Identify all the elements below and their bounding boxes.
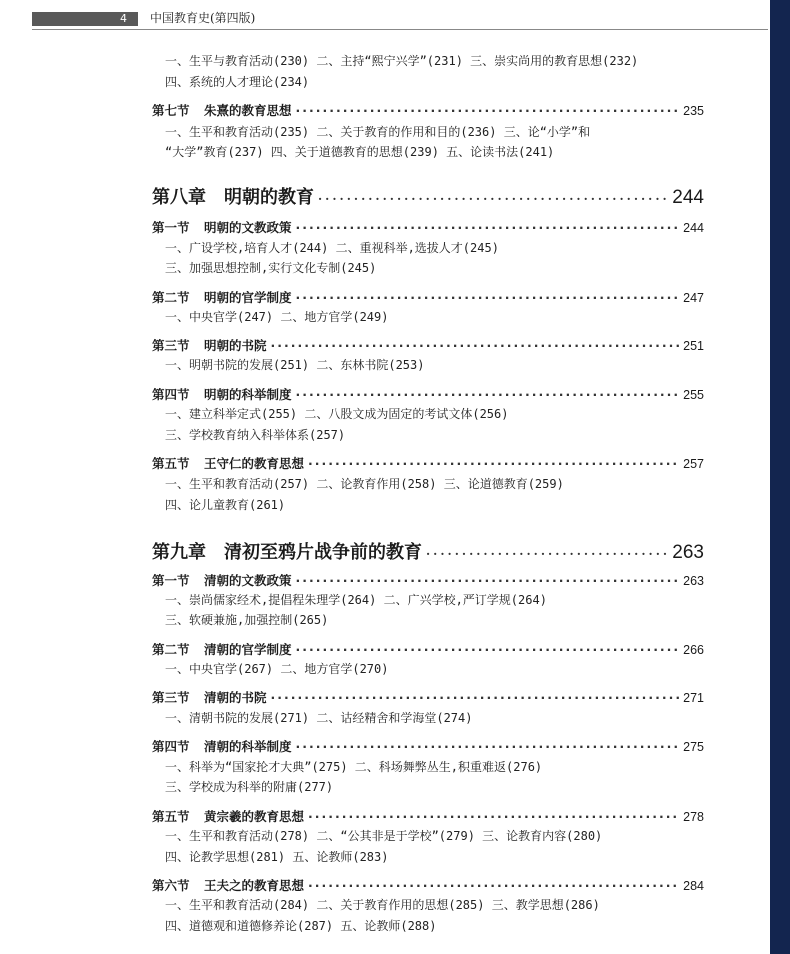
- section-page: 257: [683, 457, 704, 471]
- section-title: 明朝的文教政策: [204, 220, 292, 235]
- toc-section[interactable]: [152, 336, 704, 354]
- section-title: 黄宗羲的教育思想: [204, 809, 305, 824]
- dot-leader: [296, 103, 680, 118]
- toc-subitems: 三、软硬兼施,加强控制(265): [165, 613, 329, 627]
- toc-subitems: 一、生平和教育活动(235) 二、关于教育的作用和目的(236) 三、论“小学”和: [165, 125, 591, 139]
- toc-subitems: 一、广设学校,培育人才(244) 二、重视科举,选拔人才(245): [165, 241, 499, 255]
- section-number: 第四节: [152, 739, 190, 754]
- section-number: 第六节: [152, 878, 190, 893]
- chapter-title: 清初至鸦片战争前的教育: [224, 542, 422, 563]
- toc-section[interactable]: [152, 571, 704, 589]
- toc-section[interactable]: [152, 688, 704, 706]
- toc-subitems: 四、论儿童教育(261): [165, 498, 286, 512]
- toc-chapter-9[interactable]: [152, 538, 704, 564]
- chapter-page: 263: [672, 542, 704, 563]
- toc-chapter-8[interactable]: [152, 183, 704, 209]
- dot-leader: [318, 192, 668, 206]
- dot-leader: [296, 573, 680, 588]
- dot-leader: [296, 642, 680, 657]
- section-title: 明朝的科举制度: [204, 387, 292, 402]
- toc-subitems: 一、生平与教育活动(230) 二、主持“熙宁兴学”(231) 三、崇实尚用的教育思想(232): [165, 54, 639, 68]
- section-number: 第七节: [152, 103, 190, 118]
- section-page: 235: [683, 104, 704, 118]
- toc-section[interactable]: [152, 288, 704, 306]
- section-page: 263: [683, 574, 704, 588]
- toc-section[interactable]: [152, 876, 704, 894]
- section-title: 清朝的书院: [204, 690, 267, 705]
- chapter-number: 第八章: [152, 187, 206, 208]
- section-title: 清朝的官学制度: [204, 642, 292, 657]
- section-title: 清朝的文教政策: [204, 573, 292, 588]
- chapter-number: 第九章: [152, 542, 206, 563]
- toc-subitems: 三、学校成为科举的附庸(277): [165, 780, 334, 794]
- section-page: 278: [683, 810, 704, 824]
- toc-subitems: 一、清朝书院的发展(271) 二、诂经精舍和学海堂(274): [165, 711, 473, 725]
- toc-subitems: 三、加强思想控制,实行文化专制(245): [165, 261, 377, 275]
- section-number: 第五节: [152, 809, 190, 824]
- toc-section[interactable]: [152, 454, 704, 472]
- section-title: 朱熹的教育思想: [204, 103, 292, 118]
- section-number: 第二节: [152, 290, 190, 305]
- toc-subitems: 一、中央官学(267) 二、地方官学(270): [165, 662, 389, 676]
- dot-leader: [296, 220, 680, 235]
- section-page: 271: [683, 691, 704, 705]
- dot-leader: [296, 387, 680, 402]
- section-title: 明朝的官学制度: [204, 290, 292, 305]
- chapter-title: 明朝的教育: [224, 187, 314, 208]
- toc-subitems: 一、生平和教育活动(278) 二、“公其非是于学校”(279) 三、论教育内容(280): [165, 829, 603, 843]
- section-page: 244: [683, 221, 704, 235]
- dot-leader: [308, 878, 679, 893]
- dot-leader: [271, 338, 680, 353]
- section-number: 第三节: [152, 690, 190, 705]
- dot-leader: [271, 690, 680, 705]
- page-header: [0, 0, 768, 30]
- toc-subitems: 一、崇尚儒家经术,提倡程朱理学(264) 二、广兴学校,严订学规(264): [165, 593, 547, 607]
- toc-section-7[interactable]: [152, 101, 704, 119]
- section-page: 266: [683, 643, 704, 657]
- section-page: 275: [683, 740, 704, 754]
- toc-subitems: “大学”教育(237) 四、关于道德教育的思想(239) 五、论读书法(241): [165, 145, 555, 159]
- dot-leader: [308, 809, 679, 824]
- toc-subitems: 一、明朝书院的发展(251) 二、东林书院(253): [165, 358, 425, 372]
- toc-subitems: 四、系统的人才理论(234): [165, 75, 310, 89]
- dot-leader: [426, 547, 668, 561]
- section-number: 第一节: [152, 220, 190, 235]
- dot-leader: [296, 290, 680, 305]
- section-number: 第五节: [152, 456, 190, 471]
- page-number: 4: [120, 12, 127, 25]
- toc-section[interactable]: [152, 640, 704, 658]
- side-color-bar: [770, 0, 790, 954]
- toc-subitems: 一、生平和教育活动(257) 二、论教育作用(258) 三、论道德教育(259): [165, 477, 564, 491]
- section-number: 第四节: [152, 387, 190, 402]
- toc-section[interactable]: [152, 807, 704, 825]
- toc-section[interactable]: [152, 385, 704, 403]
- section-page: 255: [683, 388, 704, 402]
- section-title: 清朝的科举制度: [204, 739, 292, 754]
- section-page: 284: [683, 879, 704, 893]
- section-title: 明朝的书院: [204, 338, 267, 353]
- toc-subitems: 三、学校教育纳入科举体系(257): [165, 428, 346, 442]
- toc-subitems: 一、生平和教育活动(284) 二、关于教育作用的思想(285) 三、教学思想(286): [165, 898, 600, 912]
- section-number: 第一节: [152, 573, 190, 588]
- header-rule: [32, 29, 768, 30]
- dot-leader: [308, 456, 679, 471]
- section-title: 王守仁的教育思想: [204, 456, 305, 471]
- toc-section[interactable]: [152, 737, 704, 755]
- toc-subitems: 一、建立科举定式(255) 二、八股文成为固定的考试文体(256): [165, 407, 509, 421]
- toc-section[interactable]: [152, 218, 704, 236]
- section-number: 第二节: [152, 642, 190, 657]
- book-title: 中国教育史(第四版): [150, 11, 256, 25]
- section-page: 251: [683, 339, 704, 353]
- section-title: 王夫之的教育思想: [204, 878, 305, 893]
- chapter-page: 244: [672, 187, 704, 208]
- toc-subitems: 四、道德观和道德修养论(287) 五、论教师(288): [165, 919, 437, 933]
- section-number: 第三节: [152, 338, 190, 353]
- dot-leader: [296, 739, 680, 754]
- toc-subitems: 一、中央官学(247) 二、地方官学(249): [165, 310, 389, 324]
- toc-subitems: 一、科举为“国家抡才大典”(275) 二、科场舞弊丛生,积重难返(276): [165, 760, 543, 774]
- section-page: 247: [683, 291, 704, 305]
- toc-subitems: 四、论教学思想(281) 五、论教师(283): [165, 850, 389, 864]
